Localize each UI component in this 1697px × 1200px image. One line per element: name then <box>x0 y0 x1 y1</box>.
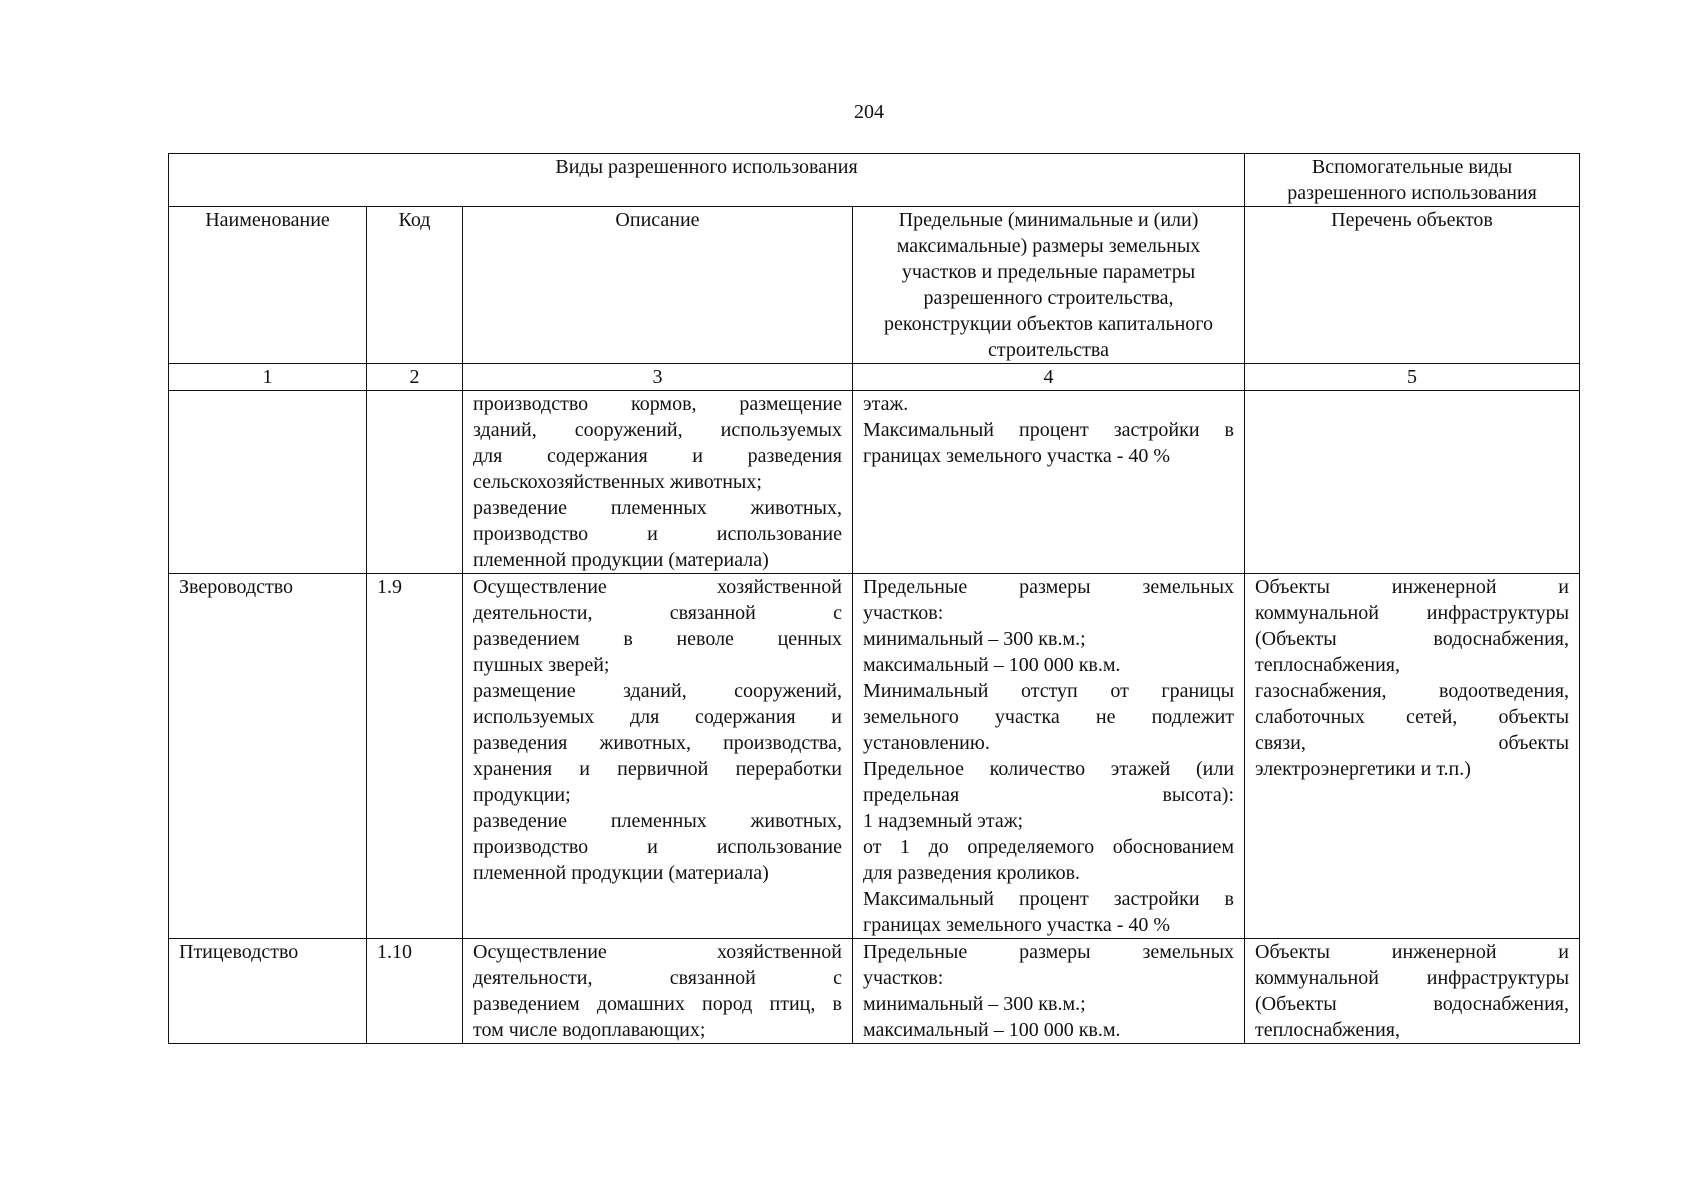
table-row <box>169 391 1580 574</box>
cell-line: коммунальной инфраструктуры <box>1255 967 1570 989</box>
cell-line: зданий, сооружений, используемых <box>473 419 842 441</box>
cell-line: деятельности, связанной с <box>473 967 842 989</box>
cell-line: максимальный – 100 000 кв.м. <box>863 654 1121 676</box>
row-objects <box>1245 391 1580 574</box>
header-name: Наименование <box>169 207 367 364</box>
cell-line: Максимальный процент застройки в <box>863 888 1235 910</box>
header-main-group: Виды разрешенного использования <box>169 154 1245 207</box>
header-description: Описание <box>463 207 853 364</box>
header-objects: Перечень объектов <box>1245 207 1580 364</box>
cell-line: слаботочных сетей, объекты <box>1255 706 1570 728</box>
header-columns-row <box>169 207 1580 364</box>
cell-line: Предельные размеры земельных <box>863 941 1235 963</box>
cell-line: электроэнергетики и т.п.) <box>1255 758 1471 780</box>
cell-line: пушных зверей; <box>473 654 610 676</box>
row-limits <box>853 939 1245 1044</box>
cell-line: продукции; <box>473 784 571 806</box>
cell-line: (Объекты водоснабжения, <box>1255 993 1570 1015</box>
cell-line: том числе водоплавающих; <box>473 1019 706 1041</box>
cell-line: границах земельного участка - 40 % <box>863 445 1171 467</box>
cell-line: земельного участка не подлежит <box>863 706 1235 728</box>
column-number: 2 <box>367 364 463 391</box>
row-name: Птицеводство <box>169 939 367 1044</box>
cell-line: используемых для содержания и <box>473 706 842 728</box>
table-row <box>169 939 1580 1044</box>
header-aux-group: Вспомогательные виды разрешенного использования <box>1245 154 1580 207</box>
cell-line: газоснабжения, водоотведения, <box>1255 680 1570 702</box>
cell-line: предельная высота): <box>863 784 1235 806</box>
row-description <box>463 391 853 574</box>
cell-line: для содержания и разведения <box>473 445 842 467</box>
table-row <box>169 574 1580 939</box>
cell-line: Минимальный отступ от границы <box>863 680 1235 702</box>
cell-line: от 1 до определяемого обоснованием <box>863 836 1235 858</box>
cell-line: сельскохозяйственных животных; <box>473 471 762 493</box>
cell-line: минимальный – 300 кв.м.; <box>863 993 1086 1015</box>
cell-line: производство и использование <box>473 523 842 545</box>
land-use-table <box>168 153 1580 1044</box>
cell-line: Максимальный процент застройки в <box>863 419 1235 441</box>
cell-line: этаж. <box>863 393 909 415</box>
cell-line: связи, объекты <box>1255 732 1570 754</box>
cell-line: разведением домашних пород птиц, в <box>473 993 842 1015</box>
cell-line: Предельные размеры земельных <box>863 576 1235 598</box>
cell-line: Осуществление хозяйственной <box>473 941 842 963</box>
cell-line: производство кормов, размещение <box>473 393 842 415</box>
cell-line: участков: <box>863 602 944 624</box>
cell-line: теплоснабжения, <box>1255 1019 1400 1041</box>
cell-line: Объекты инженерной и <box>1255 941 1570 963</box>
cell-line: 1 надземный этаж; <box>863 810 1024 832</box>
cell-line: разведением в неволе ценных <box>473 628 842 650</box>
row-description <box>463 939 853 1044</box>
cell-line: для разведения кроликов. <box>863 862 1081 884</box>
row-code: 1.9 <box>367 574 463 939</box>
row-name <box>169 391 367 574</box>
column-number: 1 <box>169 364 367 391</box>
cell-line: границах земельного участка - 40 % <box>863 914 1171 936</box>
row-objects <box>1245 939 1580 1044</box>
row-code: 1.10 <box>367 939 463 1044</box>
row-limits <box>853 391 1245 574</box>
cell-line: коммунальной инфраструктуры <box>1255 602 1570 624</box>
header-limits: Предельные (минимальные и (или) максимальные) размеры земельных участков и предельные параметры разрешенного строительства, реконструкции объектов капитального строительства <box>853 207 1245 364</box>
row-limits <box>853 574 1245 939</box>
cell-line: разведения животных, производства, <box>473 732 842 754</box>
header-group-row <box>169 154 1580 207</box>
cell-line: деятельности, связанной с <box>473 602 842 624</box>
column-numbers-row <box>169 364 1580 391</box>
header-code: Код <box>367 207 463 364</box>
cell-line: минимальный – 300 кв.м.; <box>863 628 1086 650</box>
cell-line: установлению. <box>863 732 990 754</box>
cell-line: размещение зданий, сооружений, <box>473 680 842 702</box>
row-name: Звероводство <box>169 574 367 939</box>
row-description <box>463 574 853 939</box>
cell-line: теплоснабжения, <box>1255 654 1400 676</box>
cell-line: Осуществление хозяйственной <box>473 576 842 598</box>
cell-line: производство и использование <box>473 836 842 858</box>
cell-line: хранения и первичной переработки <box>473 758 842 780</box>
row-objects <box>1245 574 1580 939</box>
cell-line: племенной продукции (материала) <box>473 549 769 571</box>
row-code <box>367 391 463 574</box>
cell-line: участков: <box>863 967 944 989</box>
cell-line: племенной продукции (материала) <box>473 862 769 884</box>
cell-line: (Объекты водоснабжения, <box>1255 628 1570 650</box>
cell-line: Объекты инженерной и <box>1255 576 1570 598</box>
column-number: 3 <box>463 364 853 391</box>
cell-line: Предельное количество этажей (или <box>863 758 1235 780</box>
cell-line: максимальный – 100 000 кв.м. <box>863 1019 1121 1041</box>
column-number: 5 <box>1245 364 1580 391</box>
cell-line: разведение племенных животных, <box>473 810 842 832</box>
page-number: 204 <box>854 101 884 123</box>
cell-line: разведение племенных животных, <box>473 497 842 519</box>
column-number: 4 <box>853 364 1245 391</box>
